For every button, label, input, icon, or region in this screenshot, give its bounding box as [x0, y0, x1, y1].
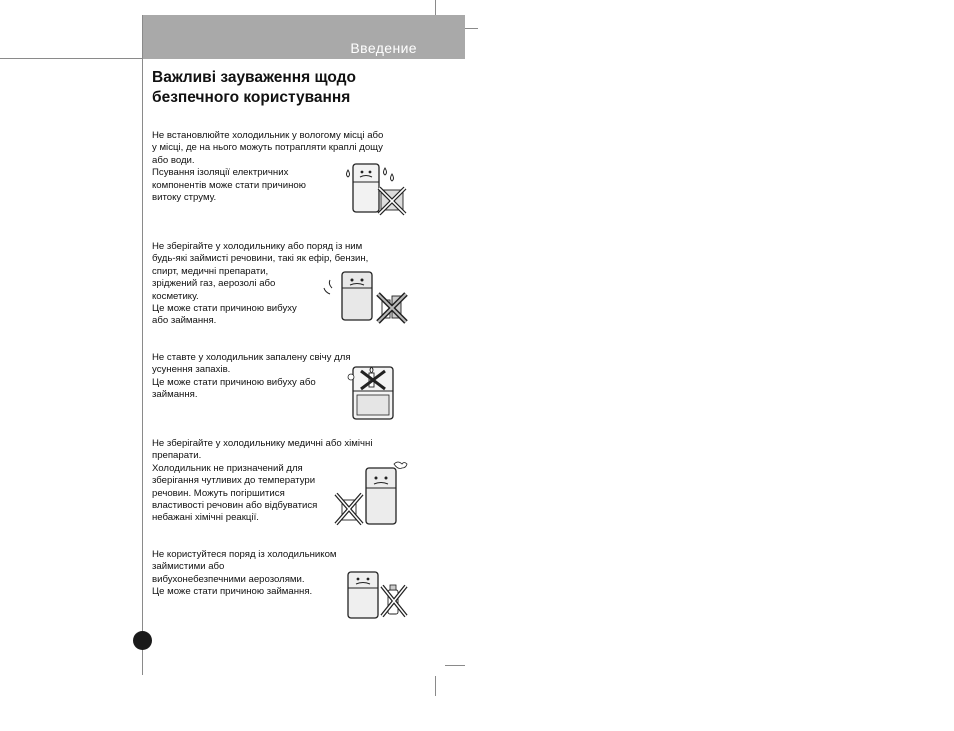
warning-text-1: Не встановлюйте холодильник у вологому місці або у місці, де на нього можуть потрапляти краплі дощу або води. Псування ізоляції електричних компонентів може стати причиною витоку струму.	[152, 130, 384, 204]
crop-mark-left	[0, 58, 143, 59]
warning-text-2: Не зберігайте у холодильнику або поряд із ним будь-які займисті речовини, такі як ефір, бензин, спирт, медичні препарати, зріджений газ, аерозолі або косметику. Це може стати причиною вибуху або займання.	[152, 241, 369, 327]
warning-text-3: Не ставте у холодильник запалену свічу для усунення запахів. Це може стати причиною вибуху або займання.	[152, 352, 351, 401]
fridge-water-drops-prohibited-icon	[345, 160, 410, 218]
crop-mark-bottom	[435, 676, 436, 696]
header-band	[143, 15, 465, 59]
page-marker-dot	[133, 631, 152, 650]
fridge-candle-prohibited-icon	[345, 363, 400, 423]
warning-text-5: Не користуйтеся поряд із холодильником займистими або вибухонебезпечними аерозолями. Це може стати причиною займання.	[152, 549, 337, 598]
crop-mark-bottom-right	[445, 665, 465, 666]
page-title: Важливі зауваження щодо безпечного користування	[152, 69, 356, 106]
warning-text-4: Не зберігайте у холодильнику медичні або хімічні препарати. Холодильник не призначений для зберігання чутливих до температури речовин. Можуть погіршитися властивості речовин або відбуватися небажані хімічні реакції.	[152, 438, 373, 524]
fridge-aerosol-prohibited-icon	[340, 568, 412, 622]
fridge-flammable-substances-prohibited-icon	[322, 268, 414, 328]
fridge-chemicals-prohibited-icon	[332, 458, 412, 530]
section-label: Введение	[350, 40, 417, 56]
crop-mark-left-vertical	[142, 15, 143, 675]
crop-mark-top	[435, 0, 436, 15]
